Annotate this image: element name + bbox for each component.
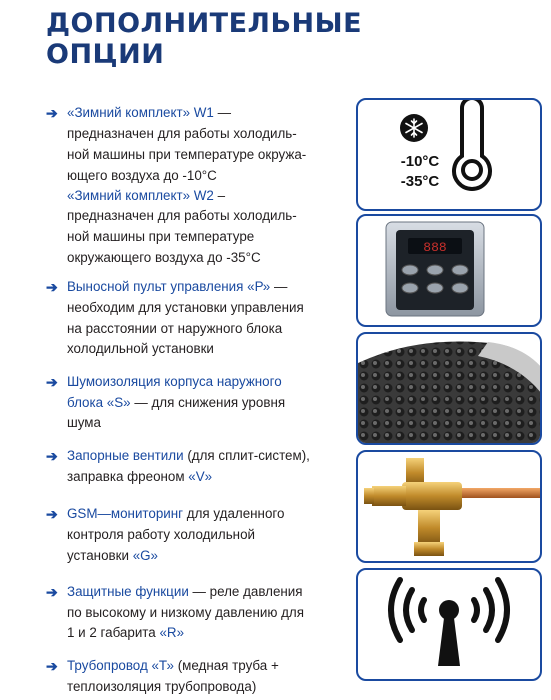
option-line: ной машины при температуре окружа- — [67, 147, 307, 162]
option-line: окружающего воздуха до -35°С — [67, 250, 261, 265]
option-line: предназначен для работы холодиль- — [67, 126, 297, 141]
thermometer-icon — [454, 100, 490, 189]
option-line: Шумоизоляция корпуса наружного — [67, 374, 282, 389]
option-line: блока «S» — для снижения уровня — [67, 395, 286, 410]
option-line: Запорные вентили (для сплит-систем), — [67, 448, 310, 463]
controller-key — [402, 283, 418, 293]
valve-illustration — [358, 452, 540, 561]
controller-key — [427, 283, 443, 293]
temp-label-2: -35°C — [400, 173, 440, 190]
arrow-icon: ➔ — [46, 506, 58, 522]
arrow-icon: ➔ — [46, 584, 58, 600]
arrow-icon: ➔ — [46, 105, 58, 121]
controller-key — [427, 265, 443, 275]
option-line: заправка фреоном «V» — [67, 469, 213, 484]
controller-key — [402, 265, 418, 275]
option-line: GSM—мониторинг для удаленного — [67, 506, 285, 521]
card-shutoff-valves — [356, 450, 542, 563]
option-line: ной машины при температуре — [67, 229, 255, 244]
option-line: Выносной пульт управления «Р» — — [67, 279, 288, 294]
winter-kit-illustration — [358, 100, 540, 209]
card-winter-kit — [356, 98, 542, 211]
controller-key — [452, 265, 468, 275]
option-line: шума — [67, 415, 101, 430]
option-line: на расстоянии от наружного блока — [67, 321, 283, 336]
option-line: «Зимний комплект» W2 – — [67, 188, 226, 203]
controller-display-text: 888 — [423, 240, 447, 255]
controller-key — [452, 283, 468, 293]
card-gsm — [356, 568, 542, 681]
option-line: необходим для установки управления — [67, 300, 304, 315]
option-line: Трубопровод «Т» (медная труба + — [67, 658, 279, 673]
snowflake-icon — [400, 114, 428, 142]
page-title — [46, 8, 362, 70]
option-line: предназначен для работы холодиль- — [67, 208, 297, 223]
antenna-icon — [358, 570, 540, 679]
page-title-line-1: ДОПОЛНИТЕЛЬНЫЕ — [46, 8, 363, 39]
arrow-icon: ➔ — [46, 374, 58, 390]
arrow-icon: ➔ — [46, 448, 58, 464]
acoustic-foam-illustration — [358, 334, 540, 443]
temp-label-1: -10°C — [400, 153, 440, 170]
card-noise-insulation — [356, 332, 542, 445]
option-line: по высокому и низкому давлению для — [67, 605, 304, 620]
arrow-icon: ➔ — [46, 658, 58, 674]
option-line: установки «G» — [67, 548, 158, 563]
option-line: ющего воздуха до -10°С — [67, 168, 217, 183]
option-line: «Зимний комплект» W1 — — [67, 105, 231, 120]
remote-panel-illustration — [358, 216, 540, 325]
page-title-line-2: ОПЦИИ — [46, 39, 165, 70]
option-line: холодильной установки — [67, 341, 214, 356]
option-line: контроля работу холодильной — [67, 527, 256, 542]
option-line: Защитные функции — реле давления — [67, 584, 303, 599]
option-line: теплоизоляция трубопровода) — [67, 679, 257, 694]
option-line: 1 и 2 габарита «R» — [67, 625, 185, 640]
card-remote-panel — [356, 214, 542, 327]
arrow-icon: ➔ — [46, 279, 58, 295]
